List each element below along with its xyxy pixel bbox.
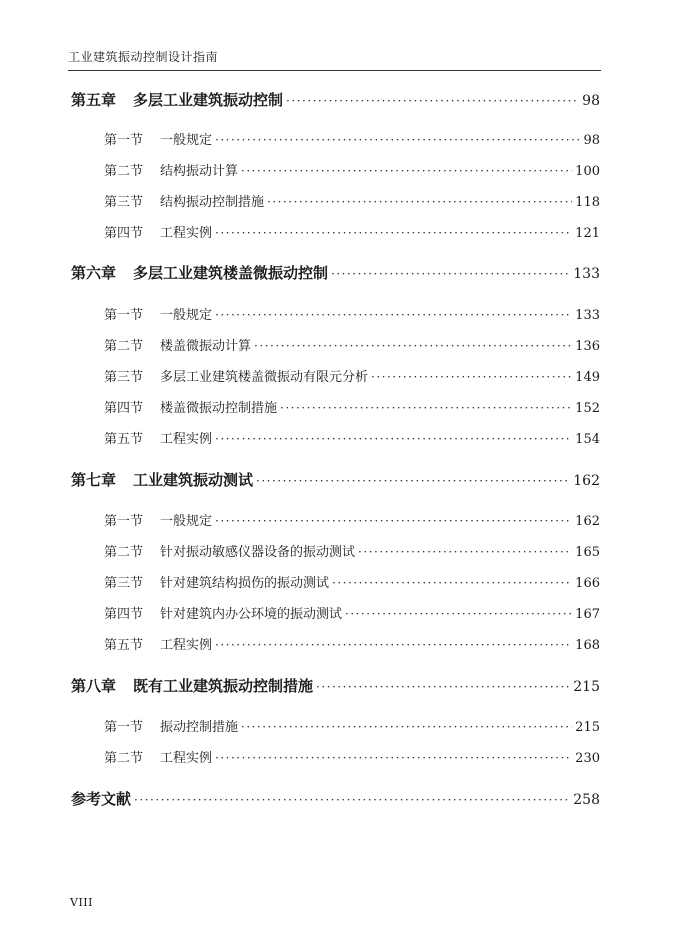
page-number: 168 xyxy=(575,638,600,653)
dot-leader xyxy=(215,432,572,446)
chapter-number: 第五章 xyxy=(71,91,117,109)
page-folio: VIII xyxy=(70,896,93,909)
dot-leader xyxy=(215,226,572,240)
section-title: 一般规定 xyxy=(160,514,213,529)
section-title: 一般规定 xyxy=(160,133,213,148)
dot-leader xyxy=(254,339,572,353)
page-number: 165 xyxy=(575,545,600,560)
dot-leader xyxy=(286,94,579,108)
section-title: 针对建筑结构损伤的振动测试 xyxy=(160,576,330,591)
section-title: 结构振动控制措施 xyxy=(160,195,265,210)
section-number: 第二节 xyxy=(104,339,144,354)
page-number: 215 xyxy=(575,720,600,735)
toc-section[interactable] xyxy=(104,335,600,354)
section-title: 工程实例 xyxy=(160,638,213,653)
section-number: 第五节 xyxy=(104,638,144,653)
chapter-number: 第七章 xyxy=(71,471,117,489)
page-number: 258 xyxy=(573,792,600,808)
running-header: 工业建筑振动控制设计指南 xyxy=(68,50,219,64)
toc-section[interactable] xyxy=(104,304,600,323)
dot-leader xyxy=(241,164,572,178)
section-number: 第四节 xyxy=(104,226,144,241)
toc-section[interactable] xyxy=(104,572,600,591)
toc-chapter-6[interactable] xyxy=(71,262,600,283)
dot-leader xyxy=(267,195,572,209)
page-number: 167 xyxy=(575,607,600,622)
dot-leader xyxy=(241,720,572,734)
page-number: 215 xyxy=(573,679,600,695)
toc-section[interactable] xyxy=(104,129,600,148)
toc-references[interactable] xyxy=(71,788,600,809)
section-title: 振动控制措施 xyxy=(160,720,239,735)
references-title: 参考文献 xyxy=(71,790,132,808)
dot-leader xyxy=(332,576,572,590)
section-title: 楼盖微振动计算 xyxy=(160,339,252,354)
page-number: 149 xyxy=(575,370,600,385)
page-number: 230 xyxy=(575,751,600,766)
dot-leader xyxy=(256,474,570,488)
chapter-title: 工业建筑振动测试 xyxy=(133,471,254,489)
dot-leader xyxy=(280,401,572,415)
section-title: 工程实例 xyxy=(160,226,213,241)
section-number: 第三节 xyxy=(104,195,144,210)
page-number: 133 xyxy=(573,266,600,282)
section-number: 第一节 xyxy=(104,720,144,735)
section-number: 第三节 xyxy=(104,370,144,385)
section-number: 第四节 xyxy=(104,607,144,622)
section-number: 第三节 xyxy=(104,576,144,591)
toc-section[interactable] xyxy=(104,747,600,766)
chapter-number: 第六章 xyxy=(71,264,117,282)
section-number: 第一节 xyxy=(104,308,144,323)
toc-section[interactable] xyxy=(104,510,600,529)
toc-chapter-5[interactable] xyxy=(71,89,600,110)
section-number: 第二节 xyxy=(104,164,144,179)
page-number: 162 xyxy=(575,514,600,529)
section-title: 工程实例 xyxy=(160,751,213,766)
dot-leader xyxy=(331,267,570,281)
dot-leader xyxy=(358,545,572,559)
page-number: 121 xyxy=(575,226,600,241)
section-title: 多层工业建筑楼盖微振动有限元分析 xyxy=(160,370,369,385)
section-number: 第一节 xyxy=(104,133,144,148)
chapter-number: 第八章 xyxy=(71,677,117,695)
section-title: 楼盖微振动控制措施 xyxy=(160,401,278,416)
toc-section[interactable] xyxy=(104,541,600,560)
page-number: 152 xyxy=(575,401,600,416)
dot-leader xyxy=(134,793,570,807)
page-number: 133 xyxy=(575,308,600,323)
toc-chapter-7[interactable] xyxy=(71,469,600,490)
toc-section[interactable] xyxy=(104,366,600,385)
section-number: 第五节 xyxy=(104,432,144,447)
toc-section[interactable] xyxy=(104,603,600,622)
dot-leader xyxy=(215,638,572,652)
toc-chapter-8[interactable] xyxy=(71,675,600,696)
page-number: 154 xyxy=(575,432,600,447)
chapter-title: 既有工业建筑振动控制措施 xyxy=(133,677,314,695)
page-number: 166 xyxy=(575,576,600,591)
section-title: 结构振动计算 xyxy=(160,164,239,179)
page-number: 136 xyxy=(575,339,600,354)
section-title: 针对振动敏感仪器设备的振动测试 xyxy=(160,545,356,560)
toc-section[interactable] xyxy=(104,428,600,447)
section-number: 第二节 xyxy=(104,751,144,766)
dot-leader xyxy=(215,308,572,322)
page-number: 118 xyxy=(575,195,600,210)
dot-leader xyxy=(316,680,570,694)
section-title: 一般规定 xyxy=(160,308,213,323)
dot-leader xyxy=(215,751,572,765)
toc-section[interactable] xyxy=(104,716,600,735)
dot-leader xyxy=(371,370,572,384)
dot-leader xyxy=(345,607,572,621)
toc-section[interactable] xyxy=(104,191,600,210)
toc-section[interactable] xyxy=(104,397,600,416)
section-number: 第二节 xyxy=(104,545,144,560)
section-number: 第一节 xyxy=(104,514,144,529)
section-title: 工程实例 xyxy=(160,432,213,447)
chapter-title: 多层工业建筑楼盖微振动控制 xyxy=(133,264,329,282)
page-number: 98 xyxy=(582,93,600,109)
toc-section[interactable] xyxy=(104,222,600,241)
toc-section[interactable] xyxy=(104,634,600,653)
page-number: 100 xyxy=(575,164,600,179)
dot-leader xyxy=(215,133,580,147)
dot-leader xyxy=(215,514,572,528)
section-title: 针对建筑内办公环境的振动测试 xyxy=(160,607,343,622)
page-number: 98 xyxy=(583,133,600,148)
page-number: 162 xyxy=(573,473,600,489)
chapter-title: 多层工业建筑振动控制 xyxy=(133,91,284,109)
section-number: 第四节 xyxy=(104,401,144,416)
toc-section[interactable] xyxy=(104,160,600,179)
